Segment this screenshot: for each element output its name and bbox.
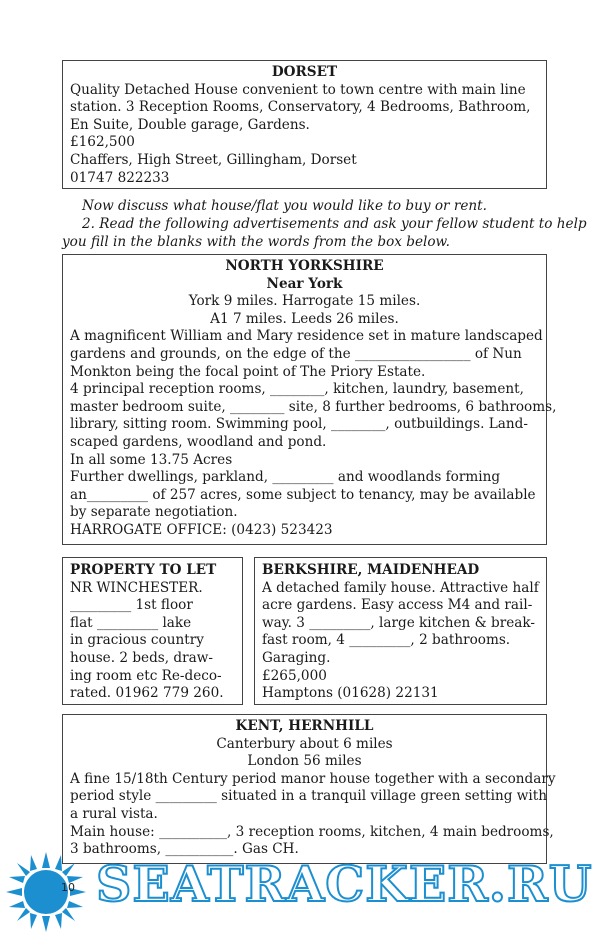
- kent-title: KENT, HERNHILL: [235, 718, 374, 734]
- ad-agent: Chaffers, High Street, Gillingham, Dorset: [70, 151, 357, 168]
- north-yorkshire-subtitle: Near York: [266, 275, 343, 292]
- ad-line: rated. 01962 779 260.: [70, 685, 224, 702]
- berkshire-ad: [254, 557, 547, 705]
- ad-line: house. 2 beds, draw-: [70, 649, 213, 666]
- ad-line: A detached family house. Attractive half: [262, 579, 539, 596]
- ad-line: period style _________ situated in a tranquil village green setting with: [70, 788, 547, 805]
- ad-line: in gracious country: [70, 632, 204, 649]
- ad-line: 3 bathrooms, __________. Gas CH.: [70, 841, 299, 858]
- ad-line: by separate negotiation.: [70, 504, 238, 521]
- ad-line: En Suite, Double garage, Gardens.: [70, 116, 310, 133]
- ad-line: A fine 15/18th Century period manor house together with a secondary: [70, 770, 556, 787]
- ad-line: an_________ of 257 acres, some subject to tenancy, may be available: [70, 486, 536, 503]
- ad-phone: 01747 822233: [70, 169, 170, 186]
- ad-agent: Hamptons (01628) 22131: [262, 685, 439, 702]
- watermark-text: SEATRACKER.RU: [96, 855, 593, 913]
- ad-line: a rural vista.: [70, 805, 158, 822]
- ad-line: ing room etc Re-deco-: [70, 667, 222, 684]
- north-yorkshire-ad: [62, 254, 557, 545]
- ad-line: _________ 1st floor: [70, 597, 193, 614]
- dorset-title: DORSET: [271, 64, 338, 80]
- north-yorkshire-title: NORTH YORKSHIRE: [225, 258, 384, 274]
- distance-line: A1 7 miles. Leeds 26 miles.: [210, 310, 399, 327]
- ad-line: Main house: __________, 3 reception rooms, kitchen, 4 main bedrooms,: [70, 823, 554, 840]
- ad-line: Monkton being the focal point of The Priory Estate.: [70, 363, 426, 380]
- ad-line: Garaging.: [262, 649, 331, 666]
- ad-line: flat _________ lake: [70, 614, 192, 631]
- dorset-ad: [62, 60, 547, 189]
- ad-line: fast room, 4 _________, 2 bathrooms.: [262, 632, 511, 649]
- ad-line: library, sitting room. Swimming pool, ________, outbuildings. Land-: [70, 416, 528, 433]
- ad-line: master bedroom suite, ________ site, 8 further bedrooms, 6 bathrooms,: [70, 398, 557, 415]
- distance-line: London 56 miles: [247, 753, 362, 770]
- ad-line: station. 3 Reception Rooms, Conservatory, 4 Bedrooms, Bathroom,: [70, 99, 531, 116]
- ad-line: Further dwellings, parkland, _________ and woodlands forming: [70, 469, 501, 486]
- distance-line: York 9 miles. Harrogate 15 miles.: [188, 293, 421, 310]
- ad-price: £162,500: [70, 134, 135, 151]
- ad-line: NR WINCHESTER.: [70, 579, 203, 596]
- instruction-task-cont: you fill in the blanks with the words from the box below.: [62, 234, 450, 250]
- ad-line: In all some 13.75 Acres: [70, 451, 233, 468]
- ad-office: HARROGATE OFFICE: (0423) 523423: [70, 521, 333, 538]
- kent-ad: [62, 714, 556, 864]
- berkshire-title: BERKSHIRE, MAIDENHEAD: [262, 562, 480, 578]
- page-number: 10: [61, 881, 75, 894]
- ad-line: 4 principal reception rooms, ________, kitchen, laundry, basement,: [70, 381, 524, 398]
- ad-line: gardens and grounds, on the edge of the _________________ of Nun: [70, 345, 522, 362]
- distance-line: Canterbury about 6 miles: [216, 735, 393, 752]
- property-to-let-title: PROPERTY TO LET: [70, 562, 217, 578]
- ad-price: £265,000: [262, 667, 327, 684]
- ad-line: acre gardens. Easy access M4 and rail-: [262, 597, 533, 614]
- sun-icon: [4, 850, 88, 934]
- property-to-let-ad: [62, 557, 243, 705]
- ad-line: Quality Detached House convenient to town centre with main line: [70, 81, 526, 98]
- instruction-discuss: Now discuss what house/flat you would like to buy or rent.: [82, 198, 487, 214]
- ad-line: way. 3 _________, large kitchen & break-: [262, 614, 535, 631]
- ad-line: A magnificent William and Mary residence set in mature landscaped: [70, 328, 543, 345]
- ad-line: scaped gardens, woodland and pond.: [70, 433, 327, 450]
- instruction-task: 2. Read the following advertisements and ask your fellow student to help: [82, 216, 587, 232]
